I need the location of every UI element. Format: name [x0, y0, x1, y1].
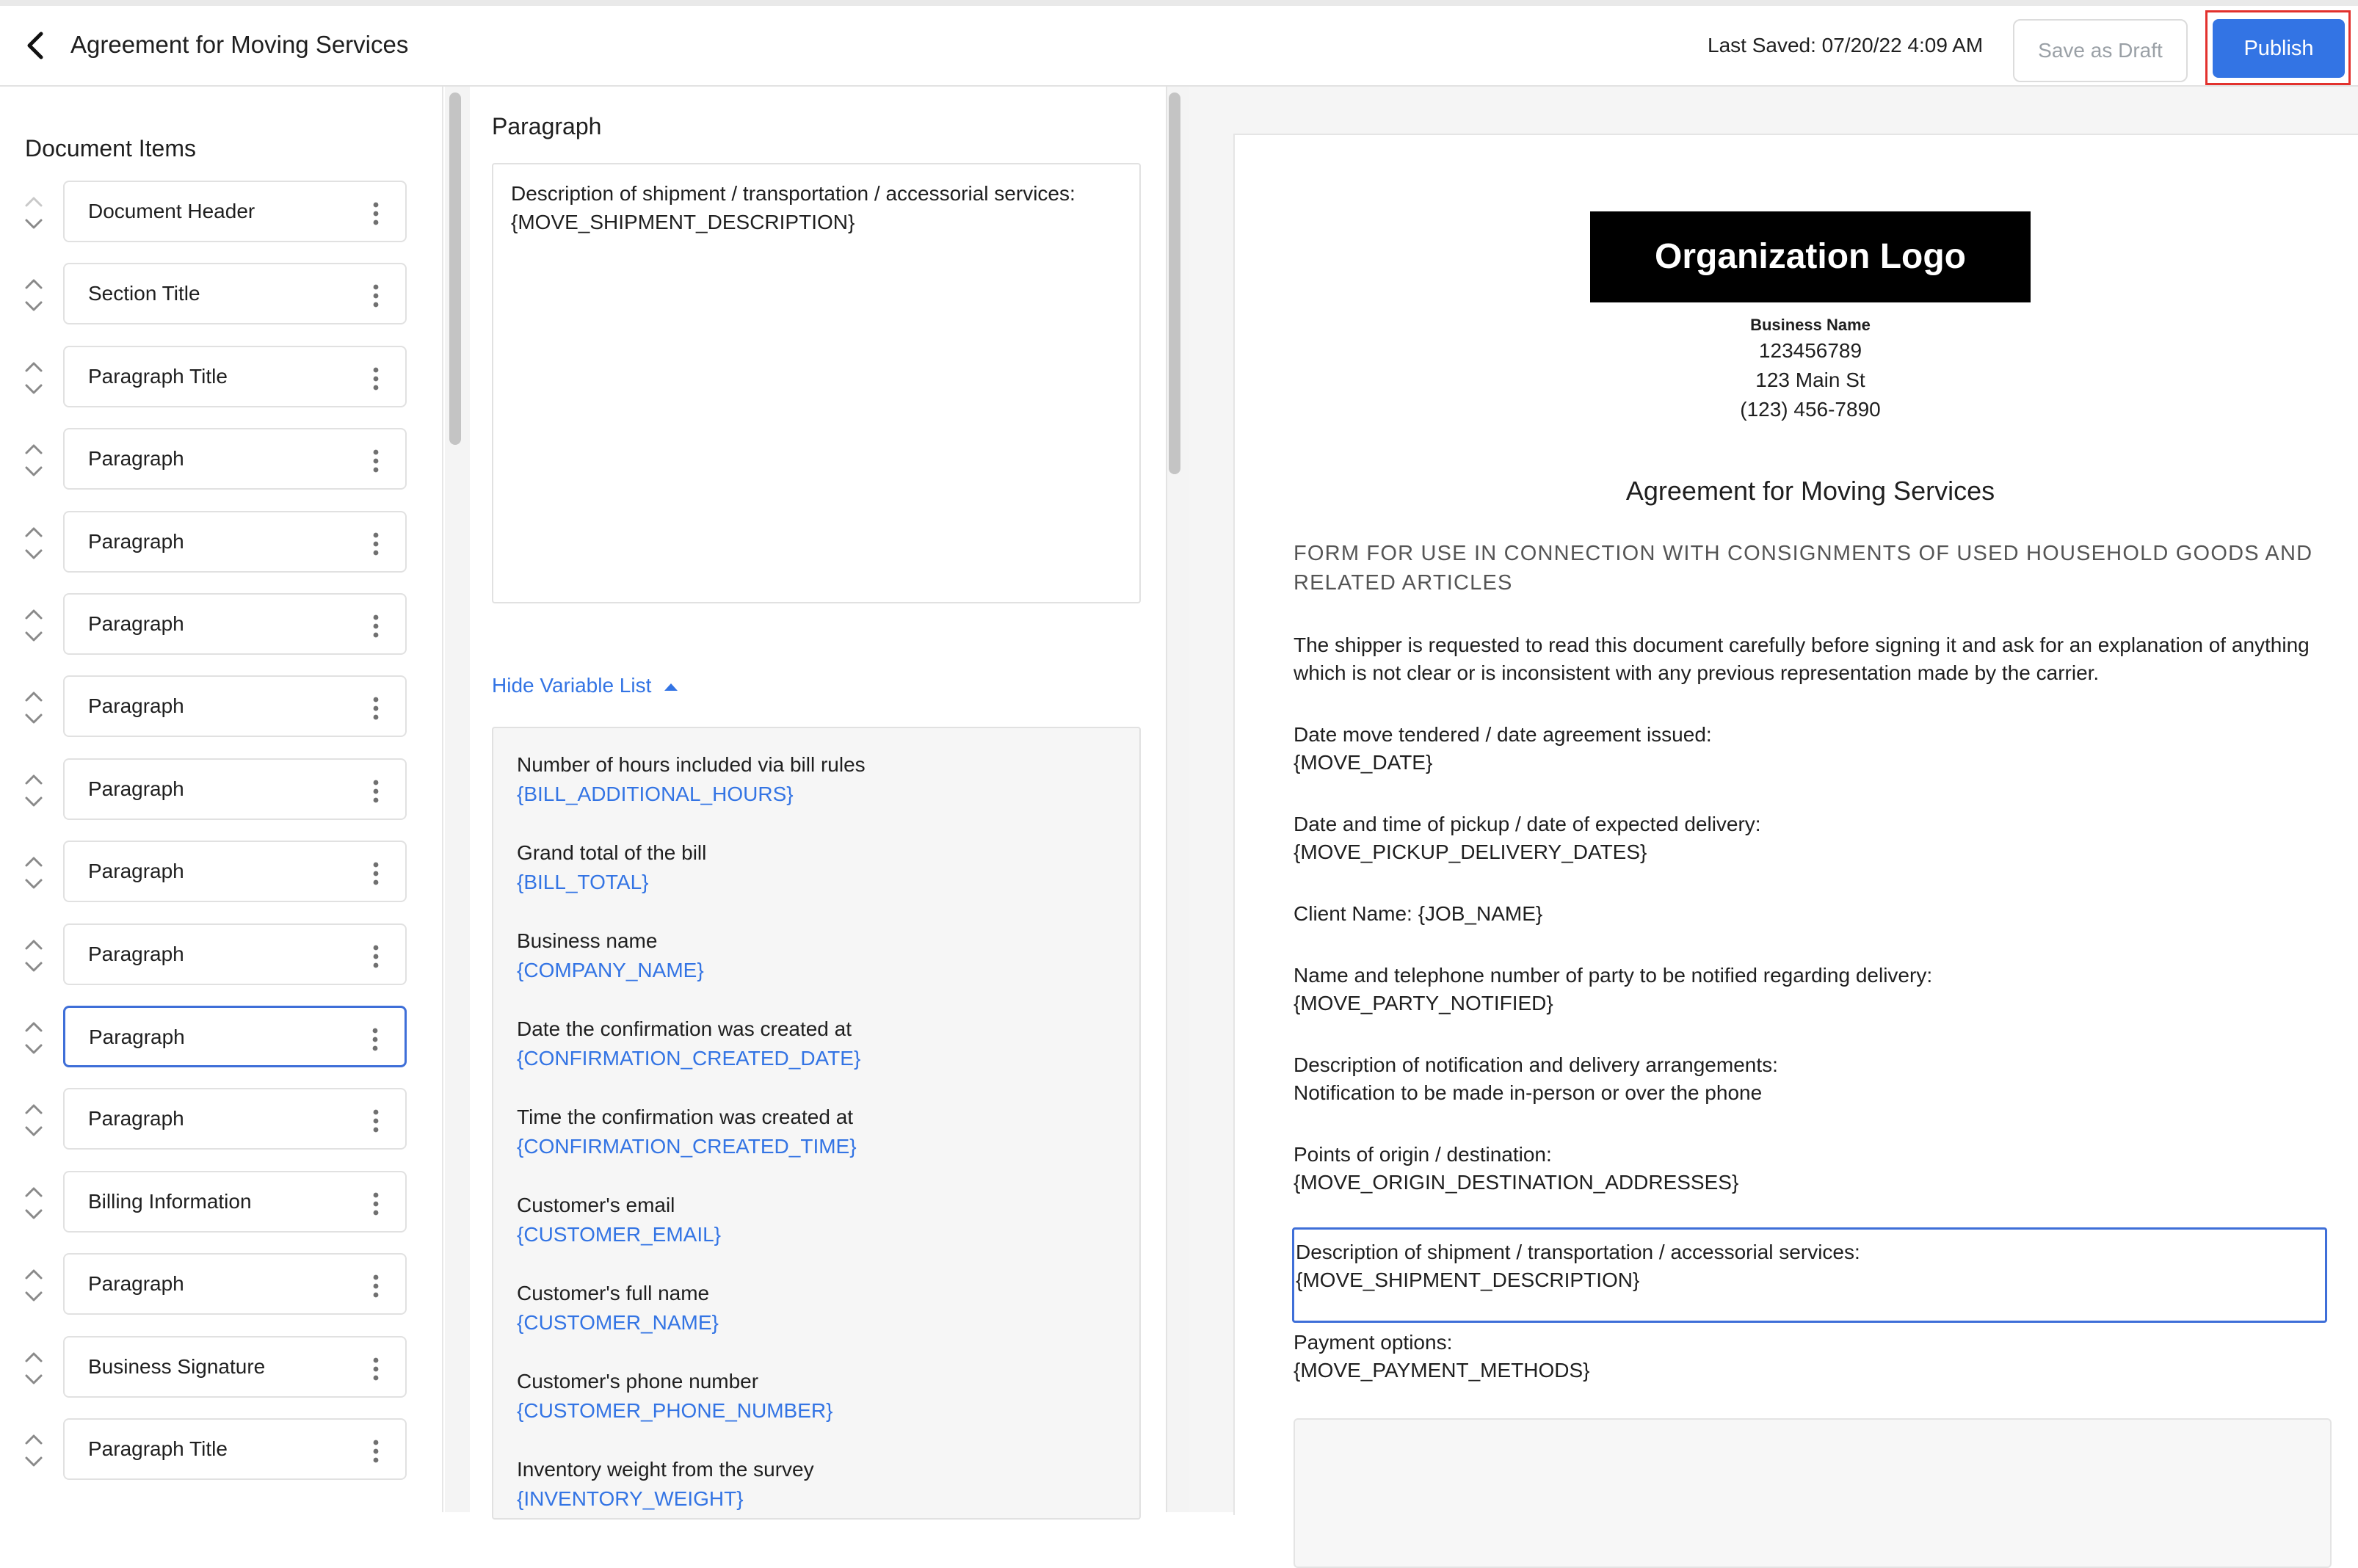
variable-token[interactable]: {CUSTOMER_NAME}: [517, 1311, 719, 1334]
paragraph-editor-panel: [470, 87, 1166, 1512]
more-options-icon[interactable]: [373, 861, 379, 886]
variable-item[interactable]: [517, 1279, 719, 1337]
editor-text-line: Description of shipment / transportation / accessorial services:: [511, 182, 1075, 205]
document-item-row: [0, 428, 440, 493]
document-item-label: Paragraph: [88, 529, 184, 553]
document-item-label: Paragraph: [88, 694, 184, 718]
document-item-row: [0, 346, 440, 410]
document-item-row: [0, 1006, 440, 1070]
selected-preview-paragraph[interactable]: [1292, 1227, 2327, 1323]
intro-paragraph: The shipper is requested to read this document carefully before signing it and ask for an explanation of anything which is not clear or is inconsistent with any previous representation made by the carrier.: [1294, 634, 2310, 684]
document-item-card[interactable]: [63, 675, 407, 737]
document-item-row: [0, 1253, 440, 1318]
more-options-icon[interactable]: [373, 201, 379, 226]
document-item-card[interactable]: [63, 511, 407, 573]
document-item-card[interactable]: [63, 841, 407, 902]
document-item-label: Paragraph: [88, 860, 184, 883]
reorder-arrows-icon[interactable]: [21, 1181, 47, 1225]
document-preview-page: [1233, 134, 2358, 1515]
more-options-icon[interactable]: [373, 1274, 379, 1299]
business-address: 123 Main St: [1755, 369, 1865, 391]
document-item-row: [0, 181, 440, 245]
document-item-card[interactable]: [63, 923, 407, 985]
business-id: 123456789: [1758, 339, 1862, 362]
business-name: Business Name: [1750, 316, 1871, 334]
paragraph-line: Notification to be made in-person or over the phone: [1294, 1081, 1763, 1104]
hide-variable-list-label: Hide Variable List: [492, 674, 652, 697]
paragraph-line: Payment options:: [1294, 1331, 1453, 1354]
document-item-row: [0, 758, 440, 823]
document-item-row: [0, 511, 440, 576]
reorder-arrows-icon[interactable]: [21, 1429, 47, 1473]
more-options-icon[interactable]: [373, 944, 379, 969]
paragraph-line: {MOVE_PARTY_NOTIFIED}: [1294, 992, 1553, 1015]
variable-token[interactable]: {CONFIRMATION_CREATED_TIME}: [517, 1135, 857, 1158]
document-item-card[interactable]: [63, 1171, 407, 1233]
window-top-edge: [0, 0, 2358, 6]
document-item-card[interactable]: [63, 346, 407, 407]
more-options-icon[interactable]: [373, 283, 379, 308]
preview-paragraph[interactable]: [1294, 1329, 2336, 1384]
top-header: [0, 6, 2358, 87]
document-item-label: Paragraph: [89, 1026, 185, 1048]
reorder-arrows-icon[interactable]: [21, 769, 47, 813]
document-item-card[interactable]: [63, 181, 407, 242]
paragraph-line: {MOVE_PICKUP_DELIVERY_DATES}: [1294, 841, 1647, 863]
paragraph-line: Date and time of pickup / date of expected delivery:: [1294, 813, 1761, 835]
document-items-panel: [0, 87, 443, 1512]
variable-token[interactable]: {CUSTOMER_EMAIL}: [517, 1223, 722, 1246]
variable-item[interactable]: [517, 1103, 857, 1161]
variable-item[interactable]: [517, 838, 706, 897]
variable-description: Time the confirmation was created at: [517, 1106, 854, 1128]
more-options-icon[interactable]: [372, 1027, 378, 1052]
document-item-row: [0, 1418, 440, 1483]
variable-item[interactable]: [517, 1367, 832, 1426]
paragraph-line: Client Name: {JOB_NAME}: [1294, 902, 1543, 925]
left-scrollbar-thumb[interactable]: [449, 92, 461, 445]
reorder-arrows-icon[interactable]: [21, 1346, 47, 1390]
signature-placeholder-box: [1294, 1418, 2332, 1568]
document-item-row: [0, 841, 440, 905]
variable-token[interactable]: {COMPANY_NAME}: [517, 959, 704, 981]
preview-paragraph[interactable]: [1294, 962, 2336, 1017]
document-item-label: Paragraph: [88, 612, 184, 635]
reorder-arrows-icon[interactable]: [21, 191, 47, 235]
reorder-arrows-icon[interactable]: [21, 521, 47, 565]
paragraph-line: {MOVE_DATE}: [1294, 751, 1433, 774]
reorder-arrows-icon[interactable]: [21, 273, 47, 317]
reorder-arrows-icon[interactable]: [21, 1263, 47, 1307]
reorder-arrows-icon[interactable]: [21, 851, 47, 895]
back-arrow-icon[interactable]: [21, 29, 53, 62]
variable-token[interactable]: {CUSTOMER_PHONE_NUMBER}: [517, 1399, 833, 1422]
editor-text-line: {MOVE_SHIPMENT_DESCRIPTION}: [511, 211, 855, 233]
reorder-arrows-icon[interactable]: [21, 603, 47, 647]
preview-paragraph[interactable]: [1294, 1141, 2336, 1197]
more-options-icon[interactable]: [373, 1108, 379, 1133]
more-options-icon[interactable]: [373, 614, 379, 639]
document-item-row: [0, 593, 440, 658]
variable-token[interactable]: {CONFIRMATION_CREATED_DATE}: [517, 1047, 861, 1070]
reorder-arrows-icon[interactable]: [21, 934, 47, 978]
page-title: Agreement for Moving Services: [70, 31, 409, 58]
paragraph-text-editor[interactable]: [492, 163, 1141, 603]
preview-paragraph[interactable]: [1294, 721, 2336, 777]
preview-paragraph[interactable]: [1294, 1051, 2336, 1107]
business-info: [1517, 314, 2104, 424]
reorder-arrows-icon[interactable]: [21, 356, 47, 400]
paragraph-line: Description of notification and delivery arrangements:: [1294, 1053, 1778, 1076]
editor-title: Paragraph: [492, 113, 602, 139]
document-item-label: Paragraph Title: [88, 364, 228, 388]
variable-description: Customer's email: [517, 1194, 675, 1216]
document-item-card[interactable]: [63, 1253, 407, 1315]
business-phone: (123) 456-7890: [1740, 398, 1881, 421]
paragraph-line: {MOVE_ORIGIN_DESTINATION_ADDRESSES}: [1294, 1171, 1739, 1194]
variable-description: Business name: [517, 929, 658, 952]
paragraph-line: Date move tendered / date agreement issued:: [1294, 723, 1712, 746]
document-item-card[interactable]: [63, 1418, 407, 1480]
document-item-row: [0, 675, 440, 740]
variable-token[interactable]: {BILL_ADDITIONAL_HOURS}: [517, 783, 794, 805]
document-item-label: Section Title: [88, 282, 200, 305]
more-options-icon[interactable]: [373, 449, 379, 473]
last-saved-text: Last Saved: 07/20/22 4:09 AM: [1708, 34, 1984, 57]
more-options-icon[interactable]: [373, 779, 379, 804]
document-item-label: Paragraph Title: [88, 1437, 228, 1460]
document-item-label: Paragraph: [88, 1107, 184, 1130]
variable-item[interactable]: [517, 926, 704, 985]
document-item-card[interactable]: [63, 428, 407, 490]
document-item-card[interactable]: [63, 263, 407, 324]
variable-description: Customer's phone number: [517, 1370, 759, 1393]
preview-paragraph[interactable]: [1294, 900, 2336, 928]
document-item-row: [0, 1171, 440, 1235]
more-options-icon[interactable]: [373, 366, 379, 391]
save-as-draft-button[interactable]: Save as Draft: [2013, 19, 2188, 82]
variable-item[interactable]: [517, 750, 866, 809]
more-options-icon[interactable]: [373, 531, 379, 556]
variable-item[interactable]: [517, 1191, 721, 1249]
caret-up-icon: [663, 682, 679, 692]
document-title: Agreement for Moving Services: [1625, 476, 1995, 506]
document-item-row: [0, 1336, 440, 1401]
variable-item[interactable]: [517, 1015, 860, 1073]
middle-scrollbar-thumb[interactable]: [1169, 92, 1180, 474]
variable-description: Inventory weight from the survey: [517, 1458, 814, 1481]
variable-item[interactable]: [517, 1455, 814, 1514]
document-item-card[interactable]: [63, 1088, 407, 1150]
document-item-row: [0, 1088, 440, 1153]
more-options-icon[interactable]: [373, 1191, 379, 1216]
document-item-label: Paragraph: [88, 1272, 184, 1296]
variable-description: Date the confirmation was created at: [517, 1017, 852, 1040]
hide-variable-list-toggle[interactable]: [492, 674, 679, 697]
document-item-row: [0, 923, 440, 988]
document-items-title: Document Items: [25, 135, 196, 161]
document-item-card[interactable]: [63, 1006, 407, 1067]
document-item-label: Paragraph: [88, 777, 184, 800]
more-options-icon[interactable]: [373, 1439, 379, 1464]
paragraph-line: Name and telephone number of party to be notified regarding delivery:: [1294, 964, 1933, 987]
organization-logo: Organization Logo: [1590, 211, 2031, 302]
paragraph-line: {MOVE_PAYMENT_METHODS}: [1294, 1359, 1590, 1382]
document-item-card[interactable]: [63, 1336, 407, 1398]
paragraph-line: Description of shipment / transportation / accessorial services:: [1296, 1241, 1860, 1263]
variable-token[interactable]: {BILL_TOTAL}: [517, 871, 649, 893]
more-options-icon[interactable]: [373, 1357, 379, 1382]
document-item-label: Business Signature: [88, 1354, 266, 1378]
variable-description: Number of hours included via bill rules: [517, 753, 866, 776]
preview-paragraph[interactable]: [1294, 810, 2336, 866]
document-item-card[interactable]: [63, 593, 407, 655]
document-item-label: Document Header: [88, 200, 255, 222]
reorder-arrows-icon[interactable]: [21, 686, 47, 730]
reorder-arrows-icon[interactable]: [21, 1016, 47, 1060]
document-preview-panel: [1189, 87, 2358, 1512]
variable-list: [492, 727, 1141, 1520]
document-item-label: Paragraph: [88, 942, 184, 965]
document-item-label: Paragraph: [88, 447, 184, 471]
paragraph-line: {MOVE_SHIPMENT_DESCRIPTION}: [1296, 1268, 1640, 1291]
document-item-card[interactable]: [63, 758, 407, 820]
variable-token[interactable]: {INVENTORY_WEIGHT}: [517, 1487, 744, 1510]
variable-description: Grand total of the bill: [517, 841, 707, 864]
document-item-label: Billing Information: [88, 1189, 252, 1213]
more-options-icon[interactable]: [373, 696, 379, 721]
section-title: FORM FOR USE IN CONNECTION WITH CONSIGNMENTS OF USED HOUSEHOLD GOODS AND RELATED ARTICLES: [1294, 542, 2313, 595]
document-item-row: [0, 263, 440, 327]
variable-description: Customer's full name: [517, 1282, 710, 1304]
reorder-arrows-icon[interactable]: [21, 438, 47, 482]
reorder-arrows-icon[interactable]: [21, 1098, 47, 1142]
paragraph-line: Points of origin / destination:: [1294, 1143, 1552, 1166]
publish-button[interactable]: Publish: [2213, 19, 2345, 78]
